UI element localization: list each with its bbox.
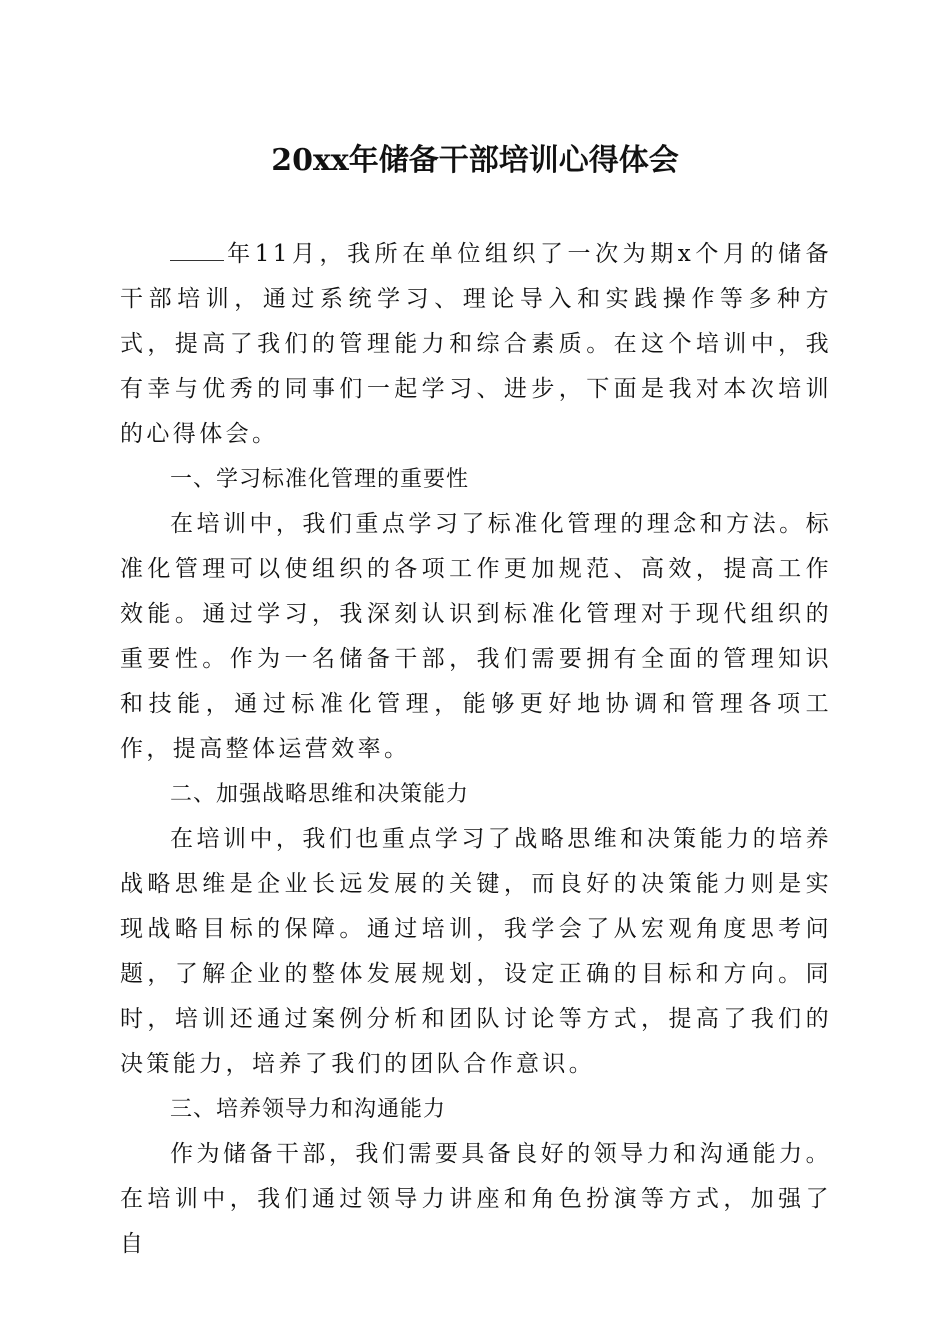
intro-paragraph <box>120 232 832 457</box>
section-paragraph-3: 作为储备干部，我们需要具备良好的领导力和沟通能力。在培训中，我们通过领导力讲座和角色扮演等方式，加强了自 <box>120 1141 832 1257</box>
fill-in-blank <box>170 240 224 261</box>
section-heading-2: 二、加强战略思维和决策能力 <box>170 782 470 807</box>
section-heading-3: 三、培养领导力和沟通能力 <box>170 1097 447 1122</box>
section-paragraph-1: 在培训中，我们重点学习了标准化管理的理念和方法。标准化管理可以使组织的各项工作更加规范、高效，提高工作效能。通过学习，我深刻认识到标准化管理对于现代组织的重要性。作为一名储备干部，我们需要拥有全面的管理知识和技能，通过标准化管理，能够更好地协调和管理各项工作，提高整体运营效率。 <box>120 511 832 762</box>
section-paragraph-2: 在培训中，我们也重点学习了战略思维和决策能力的培养战略思维是企业长远发展的关键，而良好的决策能力则是实现战略目标的保障。通过培训，我学会了从宏观角度思考问题，了解企业的整体发展规划，设定正确的目标和方向。同时，培训还通过案例分析和团队讨论等方式，提高了我们的决策能力，培养了我们的团队合作意识。 <box>120 826 832 1077</box>
document-body <box>120 232 832 1267</box>
document-title: 20xx年储备干部培训心得体会 <box>271 143 679 178</box>
section-heading-1: 一、学习标准化管理的重要性 <box>170 467 470 492</box>
intro-text: 年11月，我所在单位组织了一次为期x个月的储备干部培训，通过系统学习、理论导入和实践操作等多种方式，提高了我们的管理能力和综合素质。在这个培训中，我有幸与优秀的同事们一起学习、进步，下面是我对本次培训的心得体会。 <box>120 241 832 447</box>
